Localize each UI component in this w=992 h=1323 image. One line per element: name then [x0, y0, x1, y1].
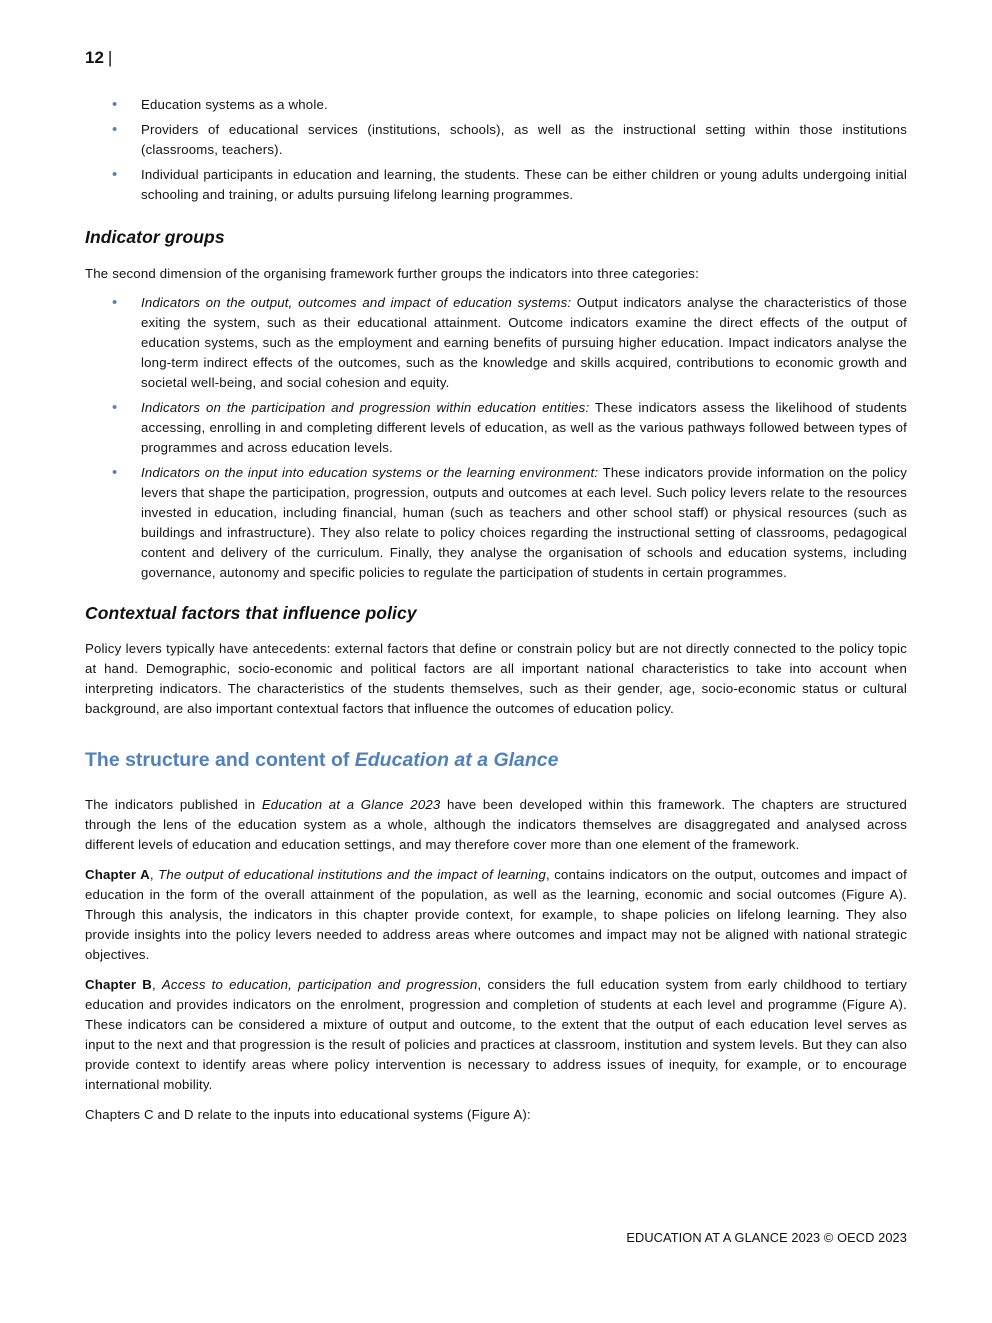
bullet-icon: • — [112, 399, 118, 416]
bullet-icon: • — [112, 294, 118, 311]
contextual-factors-paragraph: Policy levers typically have antecedents: external factors that define or constrain policy but are not directly connected to the policy topic at hand. Demographic, socio-economic and political factors are all important national characteristics to take into account when interpreting indicators. The characteristics of the students themselves, such as their gender, age, socio-economic status or cultural background, are also important contextual factors that influence the outcomes of education policy. — [85, 641, 907, 716]
contextual-factors-heading: Contextual factors that influence policy — [85, 603, 417, 623]
list-item: • Education systems as a whole. — [112, 96, 328, 113]
indicator-groups-heading: Indicator groups — [85, 227, 225, 247]
page-content — [85, 48, 907, 1135]
page-number: 12 | — [85, 48, 113, 67]
list-item: • Providers of educational services (institutions, schools), as well as the instructional setting within those institutions (classrooms, teachers). — [112, 121, 907, 157]
list-item: • Indicators on the participation and progression within education entities: These indicators assess the likelihood of students accessing, enrolling in and completing different levels of education, as well as the various pathways followed between types of programmes and across education levels. — [112, 399, 907, 455]
chapters-c-d-paragraph: Chapters C and D relate to the inputs into educational systems (Figure A): — [85, 1107, 531, 1122]
chapter-a-paragraph: Chapter A, The output of educational institutions and the impact of learning, contains indicators on the output, outcomes and impact of education in the form of the overall attainment of the population, as well as the learning, economic and social outcomes (Figure A). Through this analysis, the indicators in this chapter provide context, for example, to shape policies on lifelong learning. They also provide insights into the policy levers needed to address areas where outcomes and impact may not be aligned with national strategic objectives. — [85, 867, 907, 962]
top-bullet-list — [85, 95, 907, 205]
page-footer: EDUCATION AT A GLANCE 2023 © OECD 2023 — [626, 1230, 907, 1245]
chapter-b-paragraph: Chapter B, Access to education, participation and progression, considers the full education system from early childhood to tertiary education and provides indicators on the enrolment, progression and completion of students at each level and programme (Figure A). These indicators can be considered a mixture of output and outcome, to the extent that the output of each education level serves as input to the next and that progression is the result of policies and practices at classroom, institution and system levels. But they can also provide context to identify areas where policy intervention is necessary to address issues of inequity, for example, or to encourage international mobility. — [85, 977, 907, 1092]
bullet-icon: • — [112, 166, 118, 183]
list-item: • Individual participants in education and learning, the students. These can be either children or young adults undergoing initial schooling and training, or adults pursuing lifelong learning programmes. — [112, 166, 907, 202]
section-title: The structure and content of Education at a Glance — [85, 749, 559, 771]
structure-intro-paragraph: The indicators published in Education at a Glance 2023 have been developed within this framework. The chapters are structured through the lens of the education system as a whole, although the indicators themselves are disaggregated and analysed across different levels of education and education settings, and may therefore cover more than one element of the framework. — [85, 797, 907, 852]
indicator-groups-list — [85, 293, 907, 583]
bullet-icon: • — [112, 464, 118, 481]
list-item: • Indicators on the output, outcomes and impact of education systems: Output indicators analyse the characteristics of those exiting the system, such as their educational attainment. Outcome indicators examine the direct effects of the output of education systems, such as the employment and earning benefits of pursuing higher education. Impact indicators analyse the long-term indirect effects of the outcomes, such as the knowledge and skills acquired, contributions to economic growth and societal well-being, and social cohesion and equity. — [112, 294, 907, 390]
indicator-groups-intro: The second dimension of the organising framework further groups the indicators into three categories: — [85, 266, 699, 281]
bullet-icon: • — [112, 96, 118, 113]
list-item: • Indicators on the input into education systems or the learning environment: These indicators provide information on the policy levers that shape the participation, progression, outputs and outcomes at each level. Such policy levers relate to the resources invested in education, including financial, human (such as teachers and other school staff) or physical resources (such as buildings and infrastructure). They also relate to policy choices regarding the instructional setting of classrooms, pedagogical content and delivery of the curriculum. Finally, they analyse the organisation of schools and education systems, including governance, autonomy and specific policies to regulate the participation of students in certain programmes. — [112, 464, 907, 580]
bullet-icon: • — [112, 121, 118, 138]
